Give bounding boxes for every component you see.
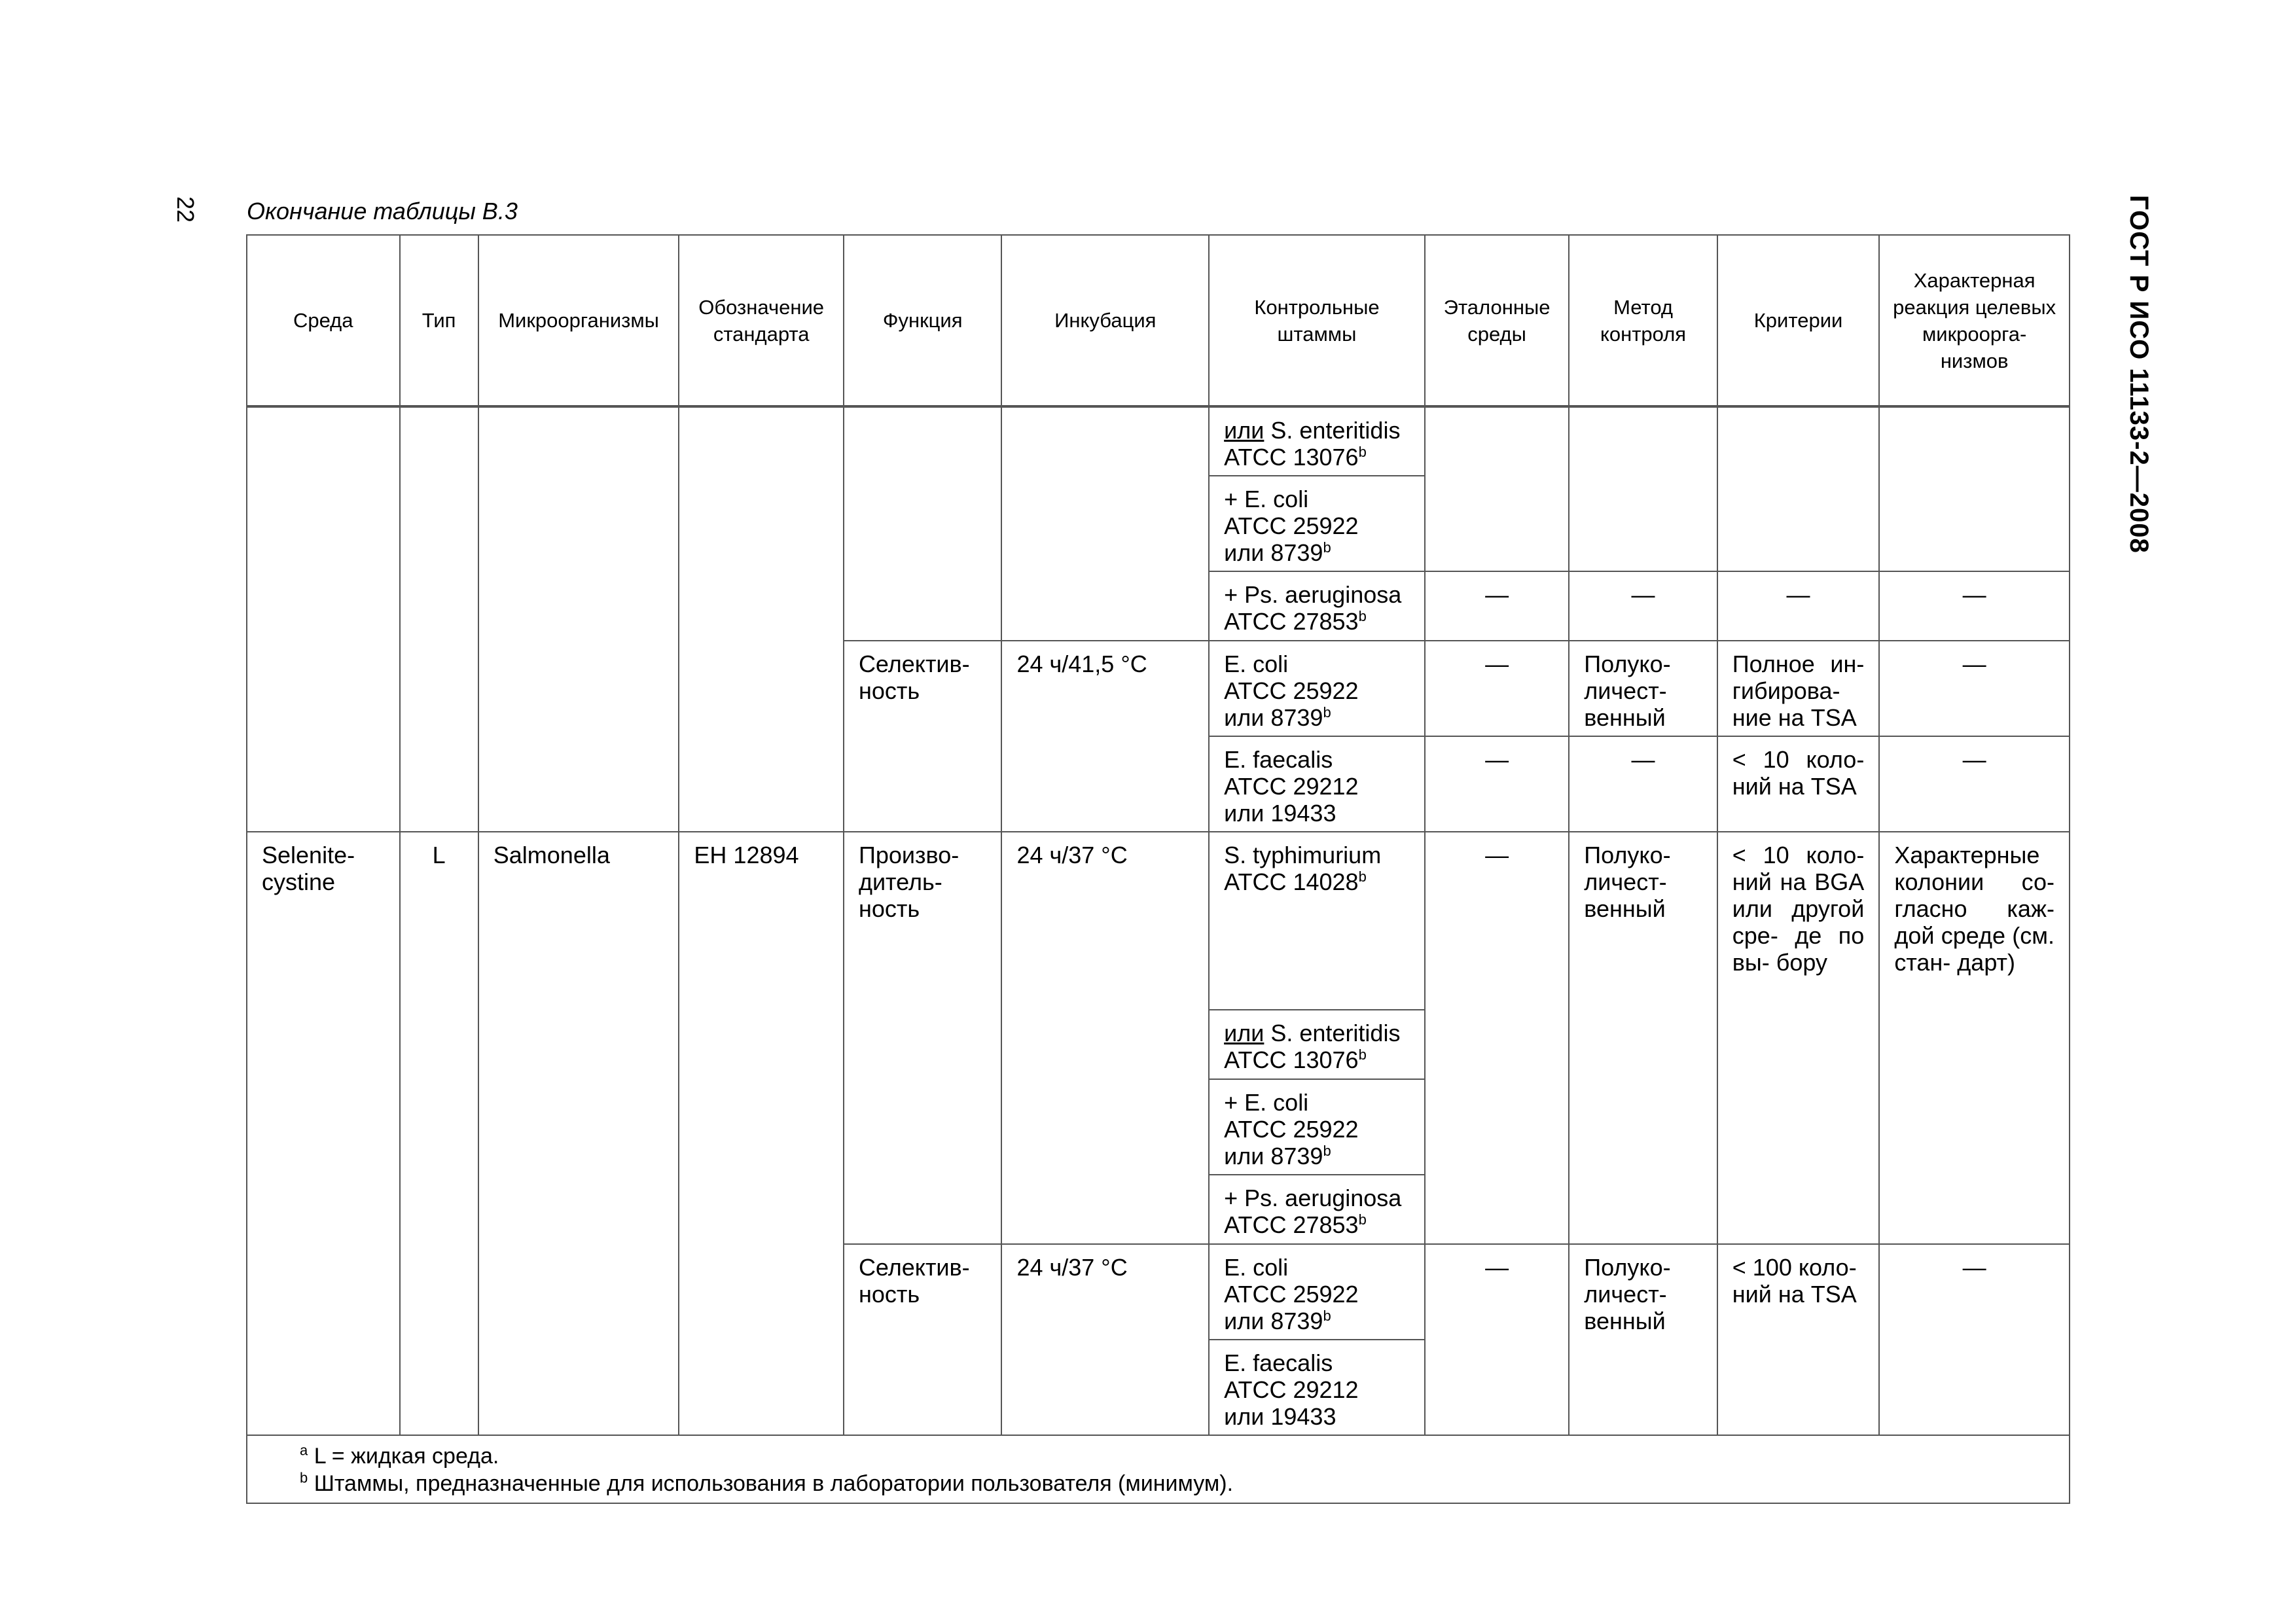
cell-control-strain: E. faecalis ATCC 29212 или 19433 [1209, 736, 1425, 832]
cell-reference-media: — [1425, 641, 1569, 736]
cell-control-strain: E. coli ATCC 25922 или 8739$^b$ [1209, 1244, 1425, 1340]
document-title: ГОСТ Р ИСО 11133-2—2008 [2125, 195, 2153, 554]
cell-method: — [1569, 571, 1717, 641]
cell-incubation: 24 ч/37 °С [1001, 832, 1209, 1244]
cell-criteria: < 10 коло- ний на TSA [1717, 736, 1880, 832]
cell-reaction: — [1879, 571, 2070, 641]
cell-function: Селектив- ность [844, 641, 1002, 832]
cell-criteria: < 10 коло- ний на BGA или другой сре- де по вы- бору [1717, 832, 1880, 1244]
cell-control-strain: S. typhimurium ATCC 14028$^b$ [1209, 832, 1425, 1010]
cell-incubation: 24 ч/37 °С [1001, 1244, 1209, 1435]
table-row [247, 406, 2070, 476]
cell-incubation-continued [1001, 406, 1209, 641]
footnote-b: $^b$ Штаммы, предназначенные для использования в лаборатории пользователя (минимум). [300, 1469, 1234, 1496]
cell-reaction: Характерные колонии со- гласно каж- дой среде (см. стан- дарт) [1879, 832, 2070, 1244]
cell-method: Полуко- личест- венный [1569, 641, 1717, 736]
header-type: Тип [400, 235, 478, 406]
cell-type-continued [400, 406, 478, 832]
cell-incubation: 24 ч/41,5 °С [1001, 641, 1209, 832]
cell-criteria: Полное ин- гибирова- ние на TSA [1717, 641, 1880, 736]
cell-criteria: — [1717, 571, 1880, 641]
cell-type: L [400, 832, 478, 1435]
header-criteria: Критерии [1717, 235, 1880, 406]
cell-standard-continued [679, 406, 844, 832]
header-method: Метод контроля [1569, 235, 1717, 406]
header-microorganisms: Микроорганизмы [478, 235, 679, 406]
cell-reference-media [1425, 406, 1569, 571]
or-word: или [1224, 417, 1265, 444]
cell-function-continued [844, 406, 1002, 641]
cell-control-strain: E. faecalis ATCC 29212 или 19433 [1209, 1340, 1425, 1435]
cell-control-strain: E. coli ATCC 25922 или 8739$^b$ [1209, 641, 1425, 736]
or-word: или [1224, 1020, 1265, 1046]
header-standard: Обозначение стандарта [679, 235, 844, 406]
cell-reference-media: — [1425, 736, 1569, 832]
cell-function: Произво- дитель- ность [844, 832, 1002, 1244]
cell-control-strain: + E. coli ATCC 25922 или 8739$^b$ [1209, 1079, 1425, 1175]
header-incubation: Инкубация [1001, 235, 1209, 406]
cell-microorganisms-continued [478, 406, 679, 832]
cell-method: — [1569, 736, 1717, 832]
cell-control-strain: + Ps. aeruginosa ATCC 27853$^b$ [1209, 571, 1425, 641]
cell-method: Полуко- личест- венный [1569, 832, 1717, 1244]
header-reaction: Характерная реакция целевых микроорга- низмов [1879, 235, 2070, 406]
header-reference-media: Эталонные среды [1425, 235, 1569, 406]
cell-function: Селектив- ность [844, 1244, 1002, 1435]
cell-criteria [1717, 406, 1880, 571]
cell-reference-media: — [1425, 832, 1569, 1244]
cell-medium-continued [247, 406, 400, 832]
table-header-row [247, 235, 2070, 406]
footnote-a: $^a$ L = жидкая среда. [300, 1442, 499, 1469]
cell-reaction: — [1879, 1244, 2070, 1435]
cell-method: Полуко- личест- венный [1569, 1244, 1717, 1435]
cell-reaction [1879, 406, 2070, 571]
cell-control-strain: + Ps. aeruginosa ATCC 27853$^b$ [1209, 1175, 1425, 1244]
cell-reaction: — [1879, 736, 2070, 832]
cell-medium: Selenite- cystine [247, 832, 400, 1435]
cell-standard: EH 12894 [679, 832, 844, 1435]
header-control-strains: Контрольные штаммы [1209, 235, 1425, 406]
cell-reference-media: — [1425, 1244, 1569, 1435]
cell-criteria: < 100 коло- ний на TSA [1717, 1244, 1880, 1435]
table-b3 [246, 234, 2070, 1504]
table-caption: Окончание таблицы В.3 [247, 198, 518, 224]
cell-method [1569, 406, 1717, 571]
cell-microorganisms: Salmonella [478, 832, 679, 1435]
footnotes [247, 1435, 2070, 1503]
header-medium: Среда [247, 235, 400, 406]
cell-reaction: — [1879, 641, 2070, 736]
table-row [247, 832, 2070, 1010]
cell-control-strain: или S. enteritidis ATCC 13076$^b$ [1209, 1010, 1425, 1079]
page-number: 22 [172, 196, 199, 223]
footnote-row [247, 1435, 2070, 1503]
cell-reference-media: — [1425, 571, 1569, 641]
header-function: Функция [844, 235, 1002, 406]
cell-control-strain: или S. enteritidis ATCC 13076$^b$ [1209, 406, 1425, 476]
cell-control-strain: + E. coli ATCC 25922 или 8739$^b$ [1209, 476, 1425, 571]
